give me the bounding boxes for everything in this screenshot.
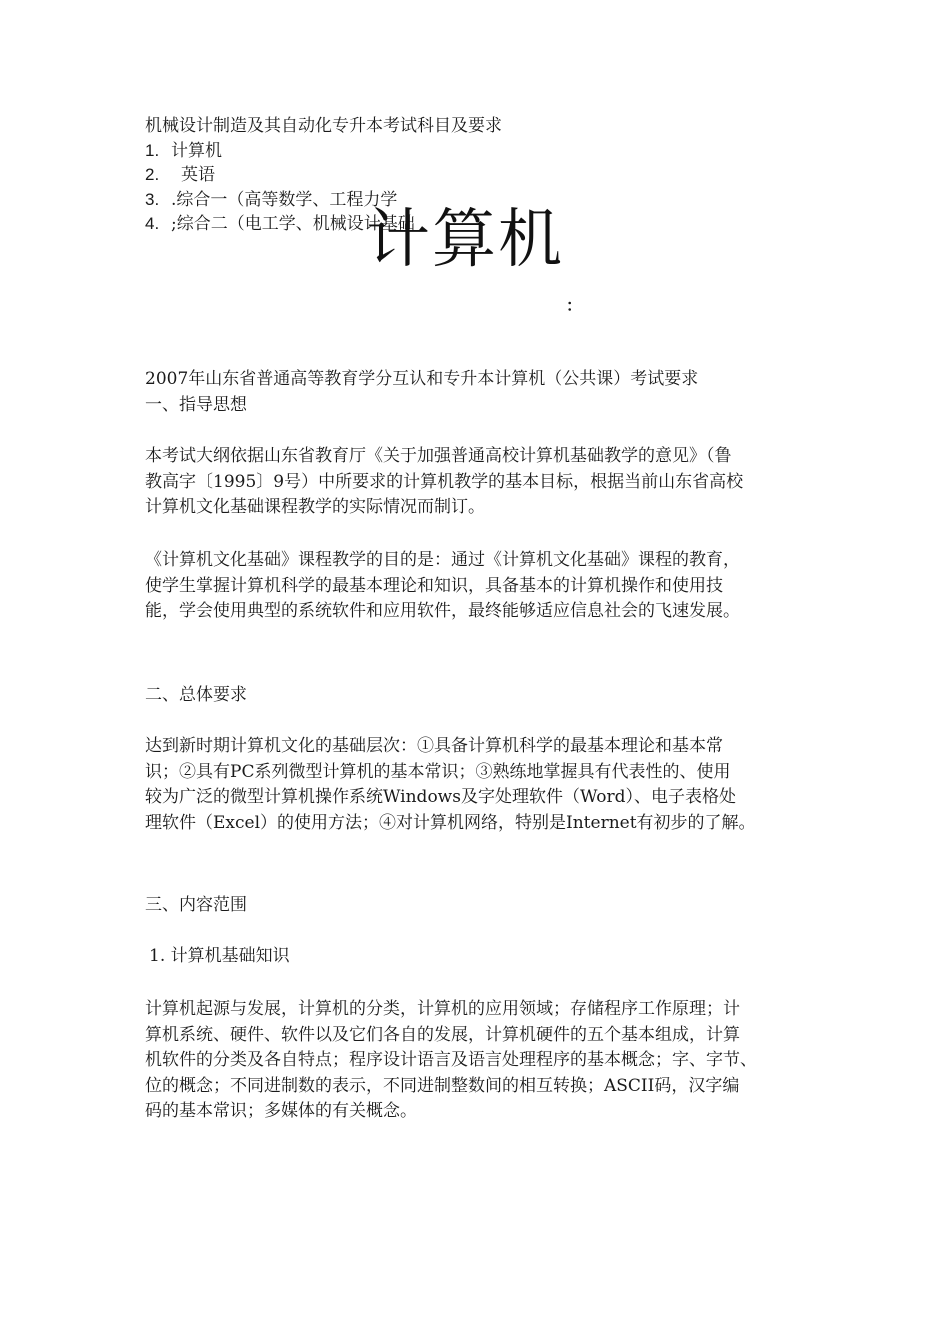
- exam-title: 2007年山东省普通高等教育学分互认和专升本计算机（公共课）考试要求: [145, 369, 699, 389]
- subsection-heading-1: 1. 计算机基础知识: [149, 946, 290, 966]
- section-heading-2: 二、总体要求: [145, 685, 247, 705]
- big-heading: 计算机: [366, 203, 564, 277]
- subject-number: 1.: [145, 141, 160, 160]
- paragraph-guiding-2: [145, 548, 815, 625]
- subject-text: .综合一（高等数学、工程力学: [171, 190, 398, 210]
- paragraph-line: 码的基本常识；多媒体的有关概念。: [145, 1101, 417, 1122]
- paragraph-line: 教高字〔1995〕9号）中所要求的计算机教学的基本目标，根据当前山东省高校: [145, 471, 744, 492]
- paragraph-line: 使学生掌握计算机科学的最基本理论和知识，具备基本的计算机操作和使用技: [145, 575, 723, 596]
- subject-number: 3.: [145, 190, 160, 209]
- subject-number: 2.: [145, 165, 160, 184]
- section-heading-3: 三、内容范围: [145, 895, 247, 915]
- paragraph-line: 计算机起源与发展，计算机的分类，计算机的应用领域；存储程序工作原理；计: [145, 999, 740, 1019]
- subject-item-3: [145, 188, 397, 212]
- top-title: 机械设计制造及其自动化专升本考试科目及要求: [145, 116, 502, 136]
- paragraph-line: 算机系统、硬件、软件以及它们各自的发展，计算机硬件的五个基本组成，计算: [145, 1024, 740, 1045]
- paragraph-line: 计算机文化基础课程教学的实际情况而制订。: [145, 497, 485, 518]
- subject-text: 英语: [181, 165, 215, 185]
- subject-text: ;综合二（电工学、机械设计基础: [171, 214, 415, 234]
- subject-item-2: [145, 163, 215, 187]
- paragraph-line: 理软件（Excel）的使用方法；④对计算机网络，特别是Internet有初步的了解。: [145, 812, 756, 833]
- paragraph-line: 能，学会使用典型的系统软件和应用软件，最终能够适应信息社会的飞速发展。: [145, 601, 740, 622]
- paragraph-line: 位的概念；不同进制数的表示，不同进制整数间的相互转换；ASCII码，汉字编: [145, 1075, 740, 1096]
- subject-text: 计算机: [171, 141, 222, 161]
- subject-item-1: [145, 139, 222, 163]
- paragraph-line: 较为广泛的微型计算机操作系统Windows及字处理软件（Word）、电子表格处: [145, 787, 737, 808]
- paragraph-guiding-1: [145, 444, 815, 521]
- paragraph-line: 《计算机文化基础》课程教学的目的是：通过《计算机文化基础》课程的教育，: [145, 550, 740, 570]
- paragraph-line: 识；②具有PC系列微型计算机的基本常识；③熟练地掌握具有代表性的、使用: [145, 761, 731, 782]
- paragraph-line: 达到新时期计算机文化的基础层次：①具备计算机科学的最基本理论和基本常: [145, 736, 723, 756]
- paragraph-line: 机软件的分类及各自特点；程序设计语言及语言处理程序的基本概念；字、字节、: [145, 1050, 757, 1071]
- colon-mark: ：: [566, 296, 583, 315]
- section-heading-1: 一、指导思想: [145, 395, 247, 415]
- paragraph-line: 本考试大纲依据山东省教育厅《关于加强普通高校计算机基础教学的意见》（鲁: [145, 446, 732, 466]
- paragraph-requirements: [145, 734, 815, 836]
- subject-number: 4.: [145, 214, 160, 233]
- paragraph-basics: [145, 997, 815, 1125]
